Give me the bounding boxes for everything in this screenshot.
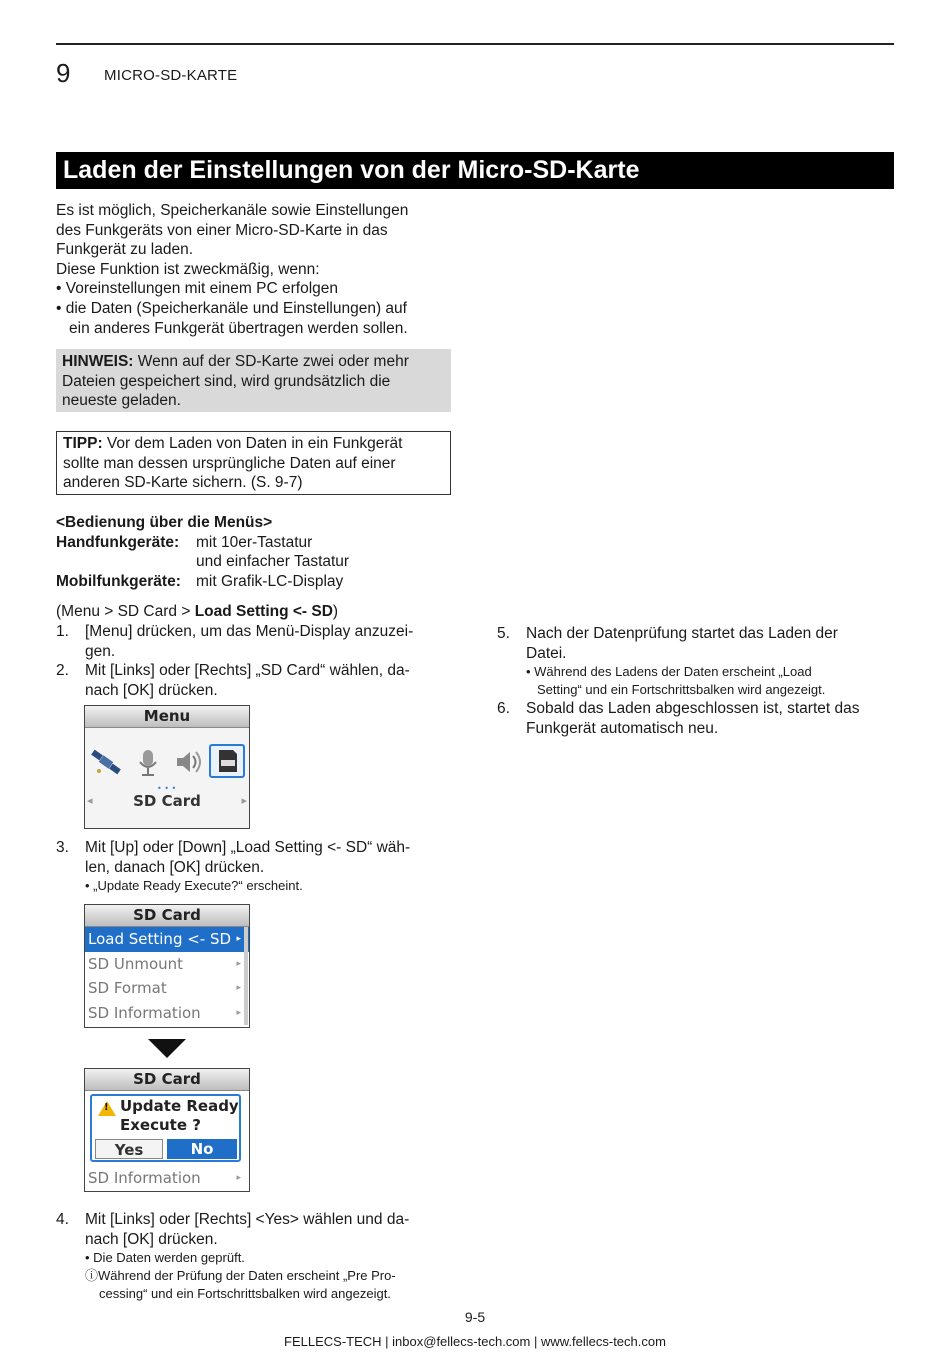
chevron-right-icon: ▸ (236, 1007, 241, 1018)
footer-contact: FELLECS-TECH | inbox@fellecs-tech.com | www.fellecs-tech.com (284, 1334, 666, 1349)
step-5-bullet: Setting“ und ein Fortschrittsbalken wird angezeigt. (537, 682, 826, 697)
note-text: neueste geladen. (62, 392, 181, 410)
tip-label: TIPP: (63, 435, 103, 452)
left-arrow-icon: ◂ (87, 794, 93, 807)
intro-line: Diese Funktion ist zweckmäßig, wenn: (56, 260, 320, 278)
intro-line: Es ist möglich, Speicherkanäle sowie Einstellungen (56, 202, 409, 219)
step-number: 3. (56, 839, 69, 856)
menu-item-label: SD Format (88, 979, 167, 997)
chapter-number: 9 (56, 58, 71, 88)
chevron-right-icon: ▸ (236, 934, 241, 944)
step-2 (56, 661, 456, 700)
yes-button[interactable]: Yes (95, 1139, 163, 1159)
step-text: nach [OK] drücken. (85, 1230, 218, 1248)
step-text: Sobald das Laden abgeschlossen ist, startet das (526, 700, 860, 717)
step-6 (497, 699, 897, 738)
dialog-line-1: Update Ready (120, 1097, 239, 1115)
step-4-bullet: • Die Daten werden geprüft. (85, 1250, 245, 1265)
note-text: Dateien gespeichert sind, wird grundsätzlich die (62, 372, 391, 390)
intro-paragraph (56, 201, 456, 338)
menu-path (56, 602, 338, 622)
chevron-right-icon: ▸ (236, 983, 241, 993)
menu-item-label: SD Information (88, 1169, 201, 1187)
step-number: 1. (56, 623, 69, 640)
sd-card-list-screen (84, 904, 250, 1028)
step-number: 4. (56, 1211, 69, 1228)
tip-text: Vor dem Laden von Daten in ein Funkgerät (102, 435, 403, 452)
menu-item-label: SD Information (88, 1003, 201, 1022)
operation-title: <Bedienung über die Menüs> (56, 514, 273, 531)
update-dialog-screen (84, 1068, 250, 1192)
chapter-title: MICRO-SD-KARTE (104, 67, 238, 84)
menu-path-suffix: ) (332, 603, 339, 620)
arrow-down-icon (148, 1039, 186, 1058)
step-text: Mit [Up] oder [Down] „Load Setting <- SD“ wäh- (85, 839, 411, 856)
menu-item-label: SD Unmount (88, 954, 184, 973)
menu-item-sd-unmount[interactable] (85, 952, 249, 977)
step-3-bullet: • „Update Ready Execute?“ erscheint. (85, 878, 303, 893)
step-4-info: ⓘWährend der Prüfung der Daten erscheint „Pre Pro- (85, 1268, 396, 1283)
operation-block (56, 513, 456, 591)
no-button[interactable]: No (167, 1139, 237, 1159)
step-4-info: cessing“ und ein Fortschrittsbalken wird angezeigt. (99, 1286, 391, 1301)
top-rule (56, 43, 894, 45)
note-box (56, 349, 451, 412)
step-4 (56, 1210, 456, 1249)
step-number: 5. (497, 625, 510, 642)
mobile-value: mit Grafik-LC-Display (196, 572, 344, 590)
menu-screen-label: SD Card (133, 792, 201, 810)
menu-item-sd-information[interactable] (85, 1001, 249, 1026)
chevron-right-icon: ▸ (236, 958, 241, 969)
intro-line: des Funkgeräts von einer Micro-SD-Karte in das (56, 221, 388, 239)
tip-box (56, 431, 451, 495)
page-dots: • • • (157, 784, 177, 793)
hand-label: Handfunkgeräte: (56, 533, 180, 551)
hand-value: mit 10er-Tastatur (196, 533, 313, 551)
satellite-icon (90, 746, 124, 778)
menu-path-prefix: (Menu > SD Card > (56, 603, 195, 620)
step-text: Nach der Datenprüfung startet das Laden der (526, 625, 838, 642)
menu-item-label: Load Setting <- SD (88, 930, 232, 948)
intro-line: Funkgerät zu laden. (56, 241, 194, 259)
note-label: HINWEIS: (62, 353, 134, 370)
step-text: Funkgerät automatisch neu. (526, 719, 719, 737)
menu-item-sd-format[interactable] (85, 976, 249, 1001)
intro-bullet: • die Daten (Speicherkanäle und Einstellungen) auf (56, 299, 407, 317)
note-text: Wenn auf der SD-Karte zwei oder mehr (133, 353, 409, 370)
warning-glyph: ! (104, 1102, 109, 1113)
menu-item-sd-information[interactable] (85, 1166, 249, 1191)
intro-bullet-cont: ein anderes Funkgerät übertragen werden sollen. (69, 319, 408, 337)
step-text: nach [OK] drücken. (85, 681, 218, 699)
step-5-bullet: • Während des Ladens der Daten erscheint „Load (526, 664, 812, 679)
step-5 (497, 624, 897, 663)
step-number: 2. (56, 662, 69, 679)
scrollbar[interactable] (244, 927, 248, 1025)
menu-item-load-setting[interactable] (85, 927, 249, 952)
step-number: 6. (497, 700, 510, 717)
menu-screen (84, 705, 250, 829)
menu-path-bold: Load Setting <- SD (194, 603, 333, 620)
section-heading: Laden der Einstellungen von der Micro-SD-Karte (56, 152, 894, 189)
tip-text: anderen SD-Karte sichern. (S. 9-7) (63, 474, 303, 492)
step-3 (56, 838, 456, 877)
sd-card-icon (209, 744, 245, 778)
step-text: [Menu] drücken, um das Menü-Display anzuzei- (85, 623, 414, 640)
step-text: len, danach [OK] drücken. (85, 858, 265, 876)
confirm-dialog (90, 1094, 241, 1162)
chevron-right-icon: ▸ (236, 1173, 241, 1183)
page-number: 9-5 (464, 1309, 486, 1325)
sd-card-list-title: SD Card (85, 905, 249, 927)
right-arrow-icon: ▸ (241, 794, 247, 807)
microphone-icon (131, 746, 165, 778)
menu-screen-title: Menu (85, 706, 249, 728)
intro-bullet: • Voreinstellungen mit einem PC erfolgen (56, 280, 338, 298)
hand-value: und einfacher Tastatur (196, 553, 350, 571)
tip-text: sollte man dessen ursprüngliche Daten auf einer (63, 454, 396, 472)
step-text: Mit [Links] oder [Rechts] „SD Card“ wählen, da- (85, 662, 410, 679)
update-dialog-screen-title: SD Card (85, 1069, 249, 1091)
step-1 (56, 622, 456, 661)
step-text: gen. (85, 642, 116, 660)
mobile-label: Mobilfunkgeräte: (56, 572, 181, 590)
speaker-icon (171, 746, 205, 778)
dialog-line-2: Execute ? (120, 1116, 201, 1134)
step-text: Datei. (526, 644, 567, 662)
step-text: Mit [Links] oder [Rechts] <Yes> wählen und da- (85, 1211, 410, 1228)
